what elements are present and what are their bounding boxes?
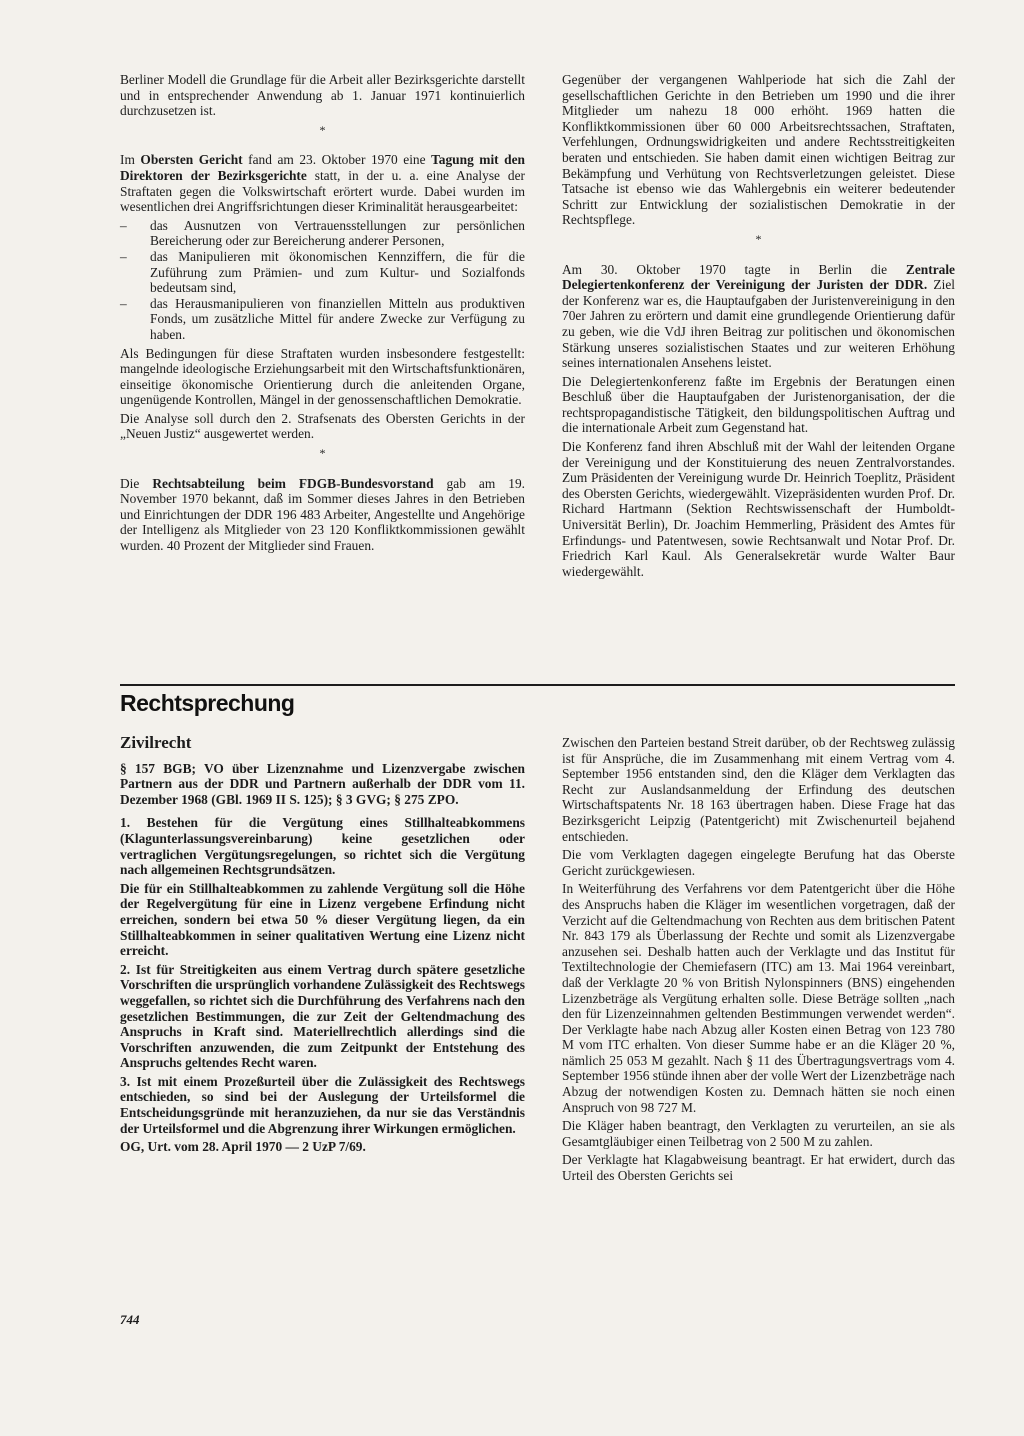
paragraph: Die vom Verklagten dagegen eingelegte Berufung hat das Oberste Gericht zurückgewiesen. — [562, 847, 955, 878]
paragraph: Berliner Modell die Grundlage für die Arbeit aller Bezirksgerichte darstellt und in entsprechender Anwendung ab 1. Januar 1971 kontinuierlich durchzusetzen ist. — [120, 72, 525, 119]
section-separator-star: * — [319, 122, 326, 137]
list-item: – das Herausmanipulieren von finanziellen Mitteln aus produktiven Fonds, um zusätzliche Mittel für andere Zwecke zur Verfügung zu haben. — [120, 296, 525, 343]
right-column-top — [562, 72, 955, 582]
paragraph-fdgb: Die Rechtsabteilung beim FDGB-Bundesvorstand gab am 19. November 1970 bekannt, daß im Sommer dieses Jahres in den Betrieben und Einrichtungen der DDR 196 483 Arbeiter, Angestellte und Angehörige der Intelligenz als Mitglieder von 23 120 Konfliktkommissionen gewählt wurden. 40 Prozent der Mitglieder sind Frauen. — [120, 475, 525, 554]
paragraph: Zwischen den Parteien bestand Streit darüber, ob der Rechtsweg zulässig ist für Ansprüche, die im Zusammenhang mit einem Vertrag vom 4. September 1956 entstanden sind, den die Kläger dem Verklagten das Recht zur Auslandsanmeldung der Erfindung des deutschen Wirtschaftspatents Nr. 18 163 übertragen haben. Diese Frage hat das Bezirksgericht Leipzig (Patentgericht) mit Zwischenurteil bejahend entschieden. — [562, 735, 955, 844]
statute-references: § 157 BGB; VO über Lizenznahme und Lizenzvergabe zwischen Partnern aus der DDR und Partnern außerhalb der DDR vom 11. Dezember 1968 (GBl. 1969 II S. 125); § 3 GVG; § 275 ZPO. — [120, 760, 525, 807]
list-item: – das Manipulieren mit ökonomischen Kennziffern, die für die Zuführung zum Prämien- und zum Kultur- und Sozialfonds bedeutsam sind, — [120, 249, 525, 296]
right-column-bottom — [562, 735, 955, 1187]
paragraph: Die Delegiertenkonferenz faßte im Ergebnis der Beratungen einen Beschluß über die Hauptaufgaben der Juristenorganisation, der die rechtspropagandistische Tätigkeit, den bildungspolitischen Auftrag und die internationale Arbeit zum Gegenstand hat. — [562, 373, 955, 436]
list-item: – das Ausnutzen von Vertrauensstellungen zur persönlichen Bereicherung oder zur Bereicherung anderer Personen, — [120, 218, 525, 249]
paragraph-delegates-conference: Am 30. Oktober 1970 tagte in Berlin die Zentrale Delegiertenkonferenz der Vereinigung der Juristen der DDR. Ziel der Konferenz war es, die Hauptaufgaben der Juristenvereinigung in den 70er Jahren zu erörtern und damit eine grundlegende Orientierung dafür zu geben, wie die VdJ ihren Beitrag zur politischen und ökonomischen Stärkung unseres sozialistischen Staates und zur weiteren Erhöhung seines internationalen Ansehens leistet. — [562, 261, 955, 371]
paragraph: Die Konferenz fand ihren Abschluß mit der Wahl der leitenden Organe der Vereinigung und der Konstituierung des neuen Zentralvorstandes. Zum Präsidenten der Vereinigung wurde Dr. Heinrich Toeplitz, Präsident des Obersten Gerichts, wiedergewählt. Vizepräsidenten wurden Prof. Dr. Richard Hartmann (Sektion Rechtswissenschaft der Humboldt-Universität Berlin), Dr. Joachim Hemmerling, Präsident des Amtes für Erfindungs- und Patentwesen, sowie Rechtsanwalt und Notar Prof. Dr. Friedrich Karl Kaul. Als Generalsekretär wurde Walter Baur wiedergewählt. — [562, 439, 955, 579]
paragraph: Der Verklagte hat Klagabweisung beantragt. Er hat erwidert, durch das Urteil des Obersten Gerichts sei — [562, 1152, 955, 1184]
section-title: Rechtsprechung — [120, 690, 295, 716]
page-number: 744 — [120, 1312, 140, 1327]
headnote: Die für ein Stillhalteabkommen zu zahlende Vergütung soll die Höhe der Regelvergütung für eine in Lizenz vergebene Erfindung nicht erreichen, sondern bei etwa 50 % dieser Vergütung liegen, da ein Stillhalteabkommen in seiner qualitativen Wertung eine Lizenz nicht erreicht. — [120, 880, 525, 959]
paragraph: Gegenüber der vergangenen Wahlperiode hat sich die Zahl der gesellschaftlichen Gerichte in den Betrieben um 1990 und die ihrer Mitglieder um nahezu 18 000 erhöht. 1969 hatten die Konfliktkommissionen über 60 000 Arbeitsrechtssachen, Straftaten, Verfehlungen, Ordnungswidrigkeiten und andere Rechtsstreitigkeiten beraten und entschieden. Sie haben damit einen wichtigen Beitrag zur Bekämpfung und Verhütung von Rechtsverletzungen geleistet. Diese Tatsache ist ebenso wie das Wahlergebnis ein weiterer bedeutender Schritt zur Entwicklung der sozialistischen Demokratie in der Rechtspflege. — [562, 72, 955, 228]
section-rule — [120, 684, 955, 686]
court-citation: OG, Urt. vom 28. April 1970 — 2 UzP 7/69. — [120, 1139, 366, 1155]
headnote: 2. Ist für Streitigkeiten aus einem Vertrag durch spätere gesetzliche Vorschriften die ursprünglich vorhandene Zulässigkeit des Rechtswegs weggefallen, so richtet sich die Durchführung des Verfahrens nach den gesetzlichen Bestimmungen, die zur Zeit der Geltendmachung des Anspruchs in Kraft sind. Materiellrechtlich allerdings sind die Vorschriften anzuwenden, die zum Zeitpunkt der Entstehung des Anspruchs geltendes Recht waren. — [120, 961, 525, 1071]
dash-list — [120, 218, 525, 343]
paragraph-supreme-court-meeting: Im Obersten Gericht fand am 23. Oktober 1970 eine Tagung mit den Direktoren der Bezirksgerichte statt, in der u. a. eine Analyse der Straftaten gegen die Volkswirtschaft erörtert wurde. Dabei wurden im wesentlichen drei Angriffsrichtungen dieser Kriminalität herausgearbeitet: — [120, 152, 525, 215]
headnote: 1. Bestehen für die Vergütung eines Stillhalteabkommens (Klagunterlassungsvereinbarung) keine gesetzlichen oder vertraglichen Vergütungsregelungen, so richtet sich die Vergütung nach allgemeinen Rechtsgrundsätzen. — [120, 815, 525, 878]
paragraph: Die Analyse soll durch den 2. Strafsenats des Obersten Gerichts in der „Neuen Justiz“ ausgewertet werden. — [120, 410, 525, 442]
left-column-bottom — [120, 735, 525, 1158]
paragraph: In Weiterführung des Verfahrens vor dem Patentgericht über die Höhe des Anspruchs haben die Kläger im wesentlichen vorgetragen, daß der Verzicht auf die Geltendmachung von Rechten aus dem britischen Patent Nr. 843 179 als Überlassung der Rechte und somit als Lizenzvergabe anzusehen sei. Deshalb hatten auch der Verklagte und das Institut für Textiltechnologie der Chemiefasern (ITC) am 13. Mai 1964 vereinbart, daß der Verklagte 20 % von British Nylonspinners (BNS) eingehenden Lizenzbeträge als Vergütung erhalten solle. Diese Beträge sollten „nach den für Lizenzeinnahmen geltenden Bestimmungen verwendet werden“. Der Verklagte habe nach Abzug aller Kosten einen Betrag von 123 780 M vom ITC erhalten. Von dieser Summe habe er an die Kläger 20 %, nämlich 25 053 M gezahlt. Nach § 11 des Übertragungsvertrags vom 4. September 1956 stünde ihnen aber der volle Wert der Lizenzbeträge nach Abzug der notwendigen Kosten zu. Demnach hätten sie noch einen Anspruch von 98 727 M. — [562, 881, 955, 1115]
paragraph: Die Kläger haben beantragt, den Verklagten zu verurteilen, an sie als Gesamtgläubiger einen Teilbetrag von 2 500 M zu zahlen. — [562, 1118, 955, 1149]
subsection-title: Zivilrecht — [120, 733, 192, 752]
section-separator-star: * — [755, 231, 762, 246]
left-column-top — [120, 72, 525, 557]
paragraph: Als Bedingungen für diese Straftaten wurden insbesondere festgestellt: mangelnde ideologische Erziehungsarbeit mit den Wirtschaftsfunktionären, einseitige ökonomische Orientierung durch die anleitenden Organe, ungenügende Kontrollen, Mängel in der genossenschaftlichen Demokratie. — [120, 345, 525, 408]
section-separator-star: * — [319, 446, 326, 461]
headnote: 3. Ist mit einem Prozeßurteil über die Zulässigkeit des Rechtswegs entschieden, so sind bei der Auslegung der Urteilsformel die Entscheidungsgründe mit heranzuziehen, da nur sie das Verständnis der Urteilsformel und die Abgrenzung ihrer Wirkungen ermöglichen. — [120, 1073, 525, 1136]
